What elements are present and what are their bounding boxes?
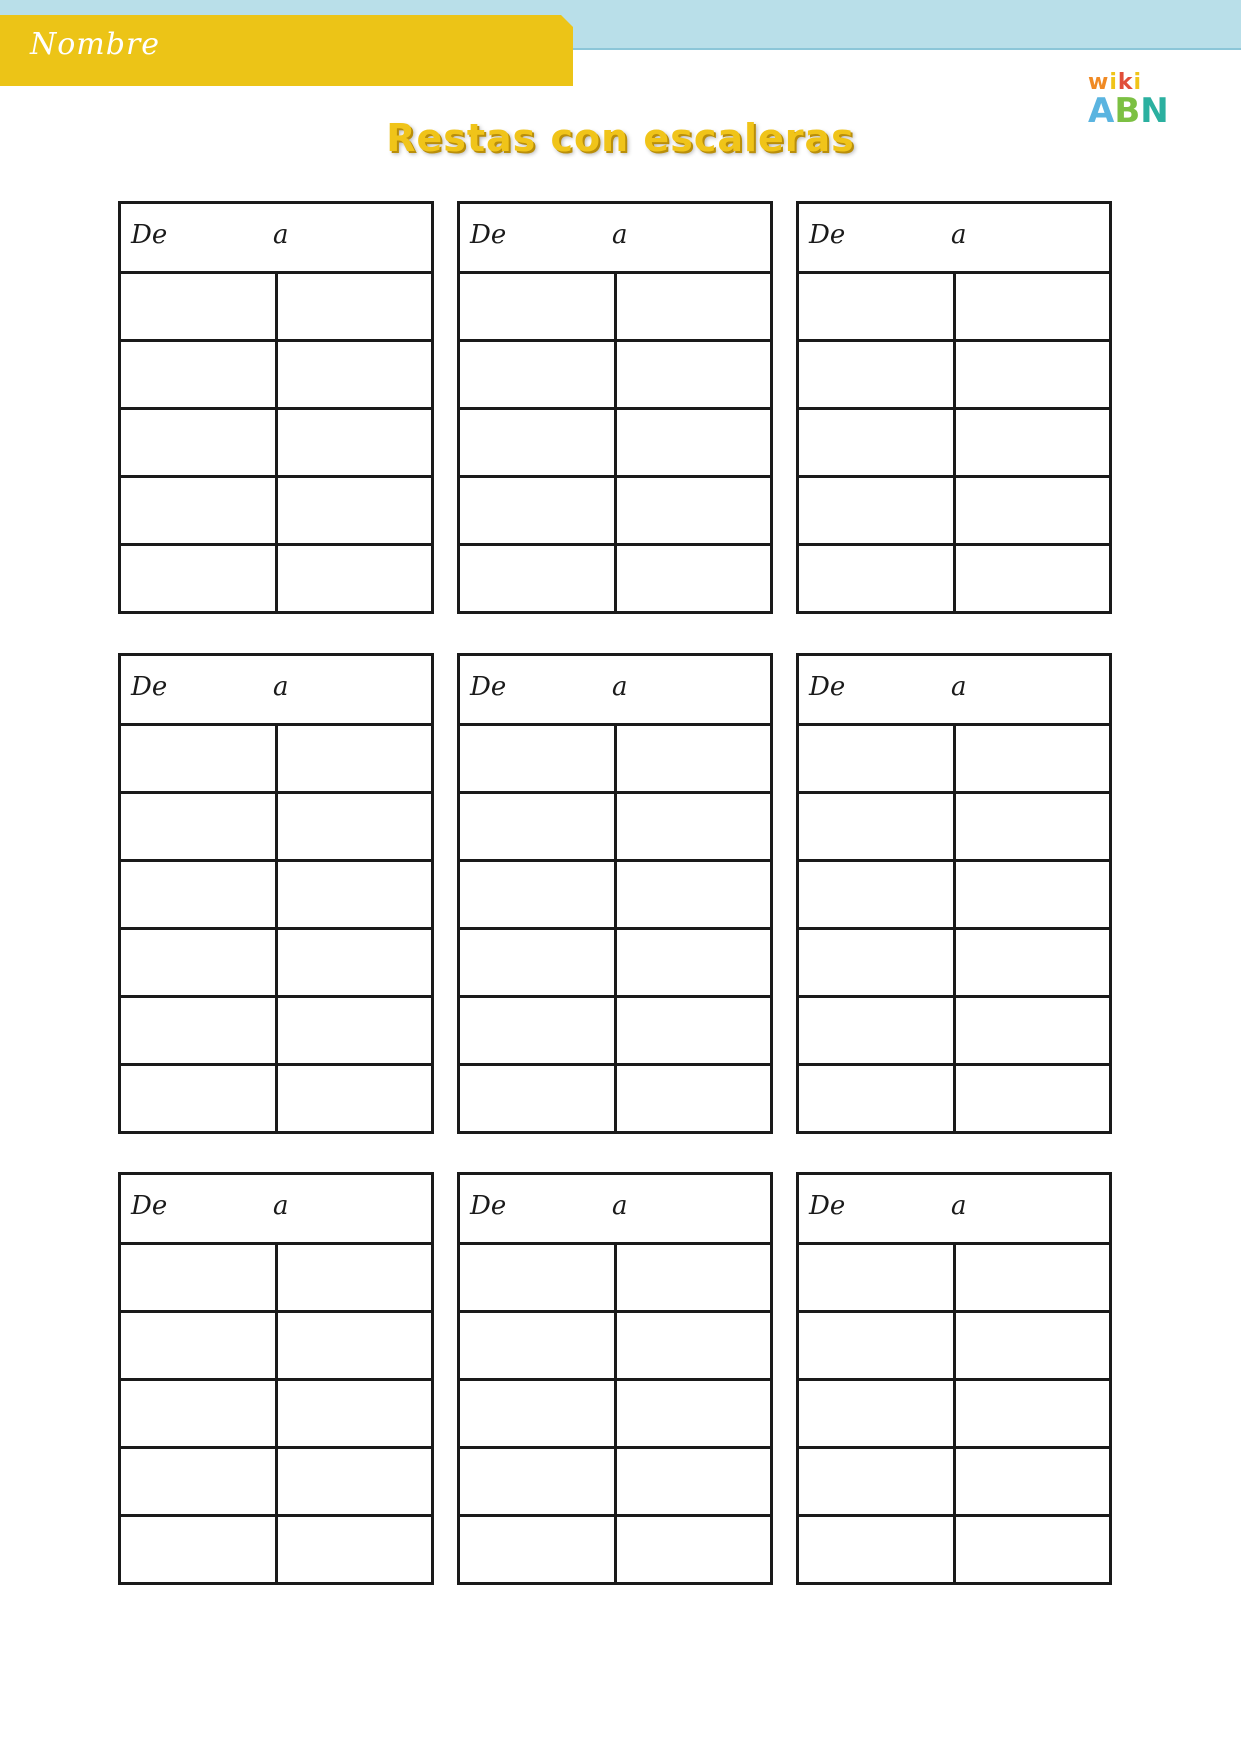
ladder-cell-left[interactable] bbox=[460, 342, 617, 407]
ladder-cell-right[interactable] bbox=[617, 998, 771, 1063]
ladder-cell-right[interactable] bbox=[278, 1245, 432, 1310]
ladder-row bbox=[460, 1517, 770, 1582]
ladder-row bbox=[460, 478, 770, 546]
label-to: a bbox=[273, 672, 289, 702]
box-header[interactable] bbox=[460, 656, 770, 726]
label-to: a bbox=[612, 1191, 628, 1221]
ladder-cell-left[interactable] bbox=[121, 342, 278, 407]
ladder-cell-right[interactable] bbox=[617, 794, 771, 859]
ladder-cell-right[interactable] bbox=[956, 478, 1110, 543]
ladder-box bbox=[457, 1172, 773, 1585]
ladder-cell-left[interactable] bbox=[121, 1517, 278, 1582]
ladder-cell-left[interactable] bbox=[121, 930, 278, 995]
ladder-cell-right[interactable] bbox=[956, 726, 1110, 791]
ladder-cell-right[interactable] bbox=[617, 1066, 771, 1131]
ladder-row bbox=[460, 410, 770, 478]
ladder-cell-right[interactable] bbox=[956, 1245, 1110, 1310]
ladder-row bbox=[121, 998, 431, 1066]
ladder-cell-left[interactable] bbox=[799, 794, 956, 859]
label-from: De bbox=[809, 220, 846, 250]
ladder-row bbox=[121, 726, 431, 794]
ladder-row bbox=[460, 1449, 770, 1517]
ladder-cell-left[interactable] bbox=[460, 1449, 617, 1514]
ladder-cell-right[interactable] bbox=[956, 794, 1110, 859]
ladder-cell-left[interactable] bbox=[121, 726, 278, 791]
ladder-cell-left[interactable] bbox=[460, 930, 617, 995]
ladder-cell-left[interactable] bbox=[799, 410, 956, 475]
ladder-cell-right[interactable] bbox=[617, 1245, 771, 1310]
ladder-row bbox=[460, 342, 770, 410]
ladder-cell-right[interactable] bbox=[956, 1313, 1110, 1378]
ladder-cell-right[interactable] bbox=[956, 1381, 1110, 1446]
label-to: a bbox=[612, 672, 628, 702]
ladder-cell-left[interactable] bbox=[460, 1066, 617, 1131]
top-divider bbox=[570, 48, 1241, 50]
ladder-cell-right[interactable] bbox=[278, 546, 432, 611]
ladder-box bbox=[118, 653, 434, 1134]
ladder-cell-left[interactable] bbox=[799, 546, 956, 611]
ladder-cell-right[interactable] bbox=[956, 930, 1110, 995]
ladder-cell-right[interactable] bbox=[617, 546, 771, 611]
ladder-cell-left[interactable] bbox=[121, 862, 278, 927]
label-to: a bbox=[951, 1191, 967, 1221]
ladder-cell-left[interactable] bbox=[799, 1245, 956, 1310]
ladder-cell-left[interactable] bbox=[460, 794, 617, 859]
ladder-cell-left[interactable] bbox=[799, 1517, 956, 1582]
label-to: a bbox=[273, 1191, 289, 1221]
ladder-cell-left[interactable] bbox=[121, 1313, 278, 1378]
ladder-cell-left[interactable] bbox=[799, 274, 956, 339]
ladder-cell-left[interactable] bbox=[460, 862, 617, 927]
ladder-cell-left[interactable] bbox=[799, 998, 956, 1063]
label-from: De bbox=[809, 672, 846, 702]
ladder-box bbox=[457, 201, 773, 614]
box-header[interactable] bbox=[799, 656, 1109, 726]
ladder-row bbox=[460, 998, 770, 1066]
ladder-box bbox=[457, 653, 773, 1134]
box-header[interactable] bbox=[460, 204, 770, 274]
ladder-row bbox=[121, 478, 431, 546]
ladder-cell-left[interactable] bbox=[460, 274, 617, 339]
ladder-cell-left[interactable] bbox=[799, 862, 956, 927]
ladder-cell-left[interactable] bbox=[799, 930, 956, 995]
ladder-row bbox=[460, 1381, 770, 1449]
ladder-row bbox=[799, 1245, 1109, 1313]
ladder-cell-left[interactable] bbox=[121, 478, 278, 543]
ladder-row bbox=[799, 1381, 1109, 1449]
ladder-row bbox=[121, 794, 431, 862]
label-to: a bbox=[273, 220, 289, 250]
ladder-cell-right[interactable] bbox=[278, 930, 432, 995]
ladder-box bbox=[118, 201, 434, 614]
ladder-cell-left[interactable] bbox=[121, 998, 278, 1063]
ladder-cell-right[interactable] bbox=[278, 410, 432, 475]
ladder-cell-left[interactable] bbox=[121, 274, 278, 339]
ladder-row bbox=[799, 1066, 1109, 1131]
ladder-box bbox=[796, 1172, 1112, 1585]
ladder-row bbox=[460, 930, 770, 998]
ladder-cell-left[interactable] bbox=[460, 1381, 617, 1446]
label-from: De bbox=[809, 1191, 846, 1221]
ladder-row bbox=[121, 1313, 431, 1381]
ladder-cell-left[interactable] bbox=[460, 1245, 617, 1310]
ladder-cell-right[interactable] bbox=[278, 726, 432, 791]
ladder-cell-right[interactable] bbox=[617, 930, 771, 995]
box-header[interactable] bbox=[799, 1175, 1109, 1245]
ladder-row bbox=[121, 930, 431, 998]
ladder-row bbox=[460, 546, 770, 611]
ladder-row bbox=[121, 342, 431, 410]
ladder-row bbox=[799, 478, 1109, 546]
ladder-cell-left[interactable] bbox=[460, 546, 617, 611]
ladder-cell-right[interactable] bbox=[956, 1066, 1110, 1131]
box-header[interactable] bbox=[460, 1175, 770, 1245]
ladder-box bbox=[118, 1172, 434, 1585]
ladder-cell-left[interactable] bbox=[460, 726, 617, 791]
ladder-row bbox=[799, 930, 1109, 998]
ladder-cell-right[interactable] bbox=[617, 342, 771, 407]
ladder-cell-right[interactable] bbox=[617, 1449, 771, 1514]
ladder-cell-left[interactable] bbox=[460, 410, 617, 475]
ladder-cell-left[interactable] bbox=[460, 998, 617, 1063]
logo-bottom-text: ABN bbox=[1088, 91, 1169, 131]
ladder-box bbox=[796, 653, 1112, 1134]
ladder-row bbox=[121, 1449, 431, 1517]
ladder-cell-left[interactable] bbox=[799, 1066, 956, 1131]
ladder-cell-right[interactable] bbox=[617, 410, 771, 475]
ladder-row bbox=[799, 546, 1109, 611]
ladder-cell-right[interactable] bbox=[956, 998, 1110, 1063]
ladder-row bbox=[799, 410, 1109, 478]
ladder-cell-right[interactable] bbox=[956, 1449, 1110, 1514]
ladder-cell-right[interactable] bbox=[278, 1313, 432, 1378]
ladder-cell-right[interactable] bbox=[956, 410, 1110, 475]
ladder-row bbox=[799, 274, 1109, 342]
ladder-row bbox=[121, 1381, 431, 1449]
ladder-cell-left[interactable] bbox=[799, 726, 956, 791]
label-from: De bbox=[470, 1191, 507, 1221]
ladder-row bbox=[460, 794, 770, 862]
ladder-row bbox=[799, 794, 1109, 862]
ladder-cell-right[interactable] bbox=[278, 1449, 432, 1514]
box-header[interactable] bbox=[799, 204, 1109, 274]
ladder-cell-right[interactable] bbox=[956, 274, 1110, 339]
ladder-cell-left[interactable] bbox=[460, 1517, 617, 1582]
ladder-cell-left[interactable] bbox=[121, 410, 278, 475]
ladder-row bbox=[799, 1517, 1109, 1582]
label-from: De bbox=[470, 220, 507, 250]
box-header[interactable] bbox=[121, 656, 431, 726]
ladder-cell-right[interactable] bbox=[956, 342, 1110, 407]
ladder-row bbox=[799, 342, 1109, 410]
ladder-cell-right[interactable] bbox=[956, 862, 1110, 927]
box-header[interactable] bbox=[121, 204, 431, 274]
page-title: Restas con escaleras bbox=[386, 116, 855, 160]
ladder-cell-left[interactable] bbox=[121, 546, 278, 611]
ladder-row bbox=[121, 410, 431, 478]
label-to: a bbox=[951, 220, 967, 250]
name-label: Nombre bbox=[30, 27, 161, 62]
label-from: De bbox=[131, 220, 168, 250]
ladder-row bbox=[460, 1245, 770, 1313]
ladder-cell-right[interactable] bbox=[956, 546, 1110, 611]
label-from: De bbox=[470, 672, 507, 702]
ladder-cell-right[interactable] bbox=[278, 1066, 432, 1131]
ladder-row bbox=[460, 1313, 770, 1381]
ladder-cell-left[interactable] bbox=[799, 342, 956, 407]
ladder-row bbox=[799, 998, 1109, 1066]
ladder-row bbox=[460, 274, 770, 342]
label-to: a bbox=[951, 672, 967, 702]
ladder-cell-right[interactable] bbox=[617, 1517, 771, 1582]
ladder-cell-left[interactable] bbox=[460, 478, 617, 543]
ladder-cell-left[interactable] bbox=[460, 1313, 617, 1378]
ladder-row bbox=[799, 1449, 1109, 1517]
ladder-row bbox=[799, 1313, 1109, 1381]
ladder-cell-right[interactable] bbox=[278, 478, 432, 543]
ladder-row bbox=[121, 1245, 431, 1313]
box-header[interactable] bbox=[121, 1175, 431, 1245]
ladder-row bbox=[460, 726, 770, 794]
ladder-cell-left[interactable] bbox=[799, 1381, 956, 1446]
ladder-cell-right[interactable] bbox=[617, 478, 771, 543]
ladder-cell-right[interactable] bbox=[617, 726, 771, 791]
label-to: a bbox=[612, 220, 628, 250]
ladder-row bbox=[121, 1066, 431, 1131]
ladder-row bbox=[121, 546, 431, 611]
ladder-row bbox=[460, 862, 770, 930]
ladder-row bbox=[799, 726, 1109, 794]
label-from: De bbox=[131, 672, 168, 702]
ladder-cell-right[interactable] bbox=[956, 1517, 1110, 1582]
ladder-cell-right[interactable] bbox=[278, 794, 432, 859]
label-from: De bbox=[131, 1191, 168, 1221]
ladder-cell-left[interactable] bbox=[799, 478, 956, 543]
ladder-cell-left[interactable] bbox=[121, 1449, 278, 1514]
ladder-cell-right[interactable] bbox=[278, 274, 432, 339]
ladder-cell-right[interactable] bbox=[278, 342, 432, 407]
ladder-row bbox=[799, 862, 1109, 930]
ladder-row bbox=[121, 862, 431, 930]
ladder-row bbox=[121, 1517, 431, 1582]
ladder-cell-right[interactable] bbox=[278, 998, 432, 1063]
ladder-cell-left[interactable] bbox=[121, 1245, 278, 1310]
ladder-cell-right[interactable] bbox=[617, 1381, 771, 1446]
ladder-cell-right[interactable] bbox=[617, 1313, 771, 1378]
ladder-cell-left[interactable] bbox=[121, 1381, 278, 1446]
ladder-row bbox=[121, 274, 431, 342]
ladder-cell-right[interactable] bbox=[278, 1517, 432, 1582]
ladder-cell-left[interactable] bbox=[121, 794, 278, 859]
ladder-box bbox=[796, 201, 1112, 614]
ladder-cell-right[interactable] bbox=[278, 862, 432, 927]
ladder-cell-right[interactable] bbox=[278, 1381, 432, 1446]
ladder-cell-left[interactable] bbox=[799, 1449, 956, 1514]
ladder-cell-right[interactable] bbox=[617, 274, 771, 339]
ladder-row bbox=[460, 1066, 770, 1131]
ladder-cell-left[interactable] bbox=[121, 1066, 278, 1131]
ladder-cell-left[interactable] bbox=[799, 1313, 956, 1378]
logo-top-text: wiki bbox=[1088, 70, 1143, 95]
ladder-cell-right[interactable] bbox=[617, 862, 771, 927]
